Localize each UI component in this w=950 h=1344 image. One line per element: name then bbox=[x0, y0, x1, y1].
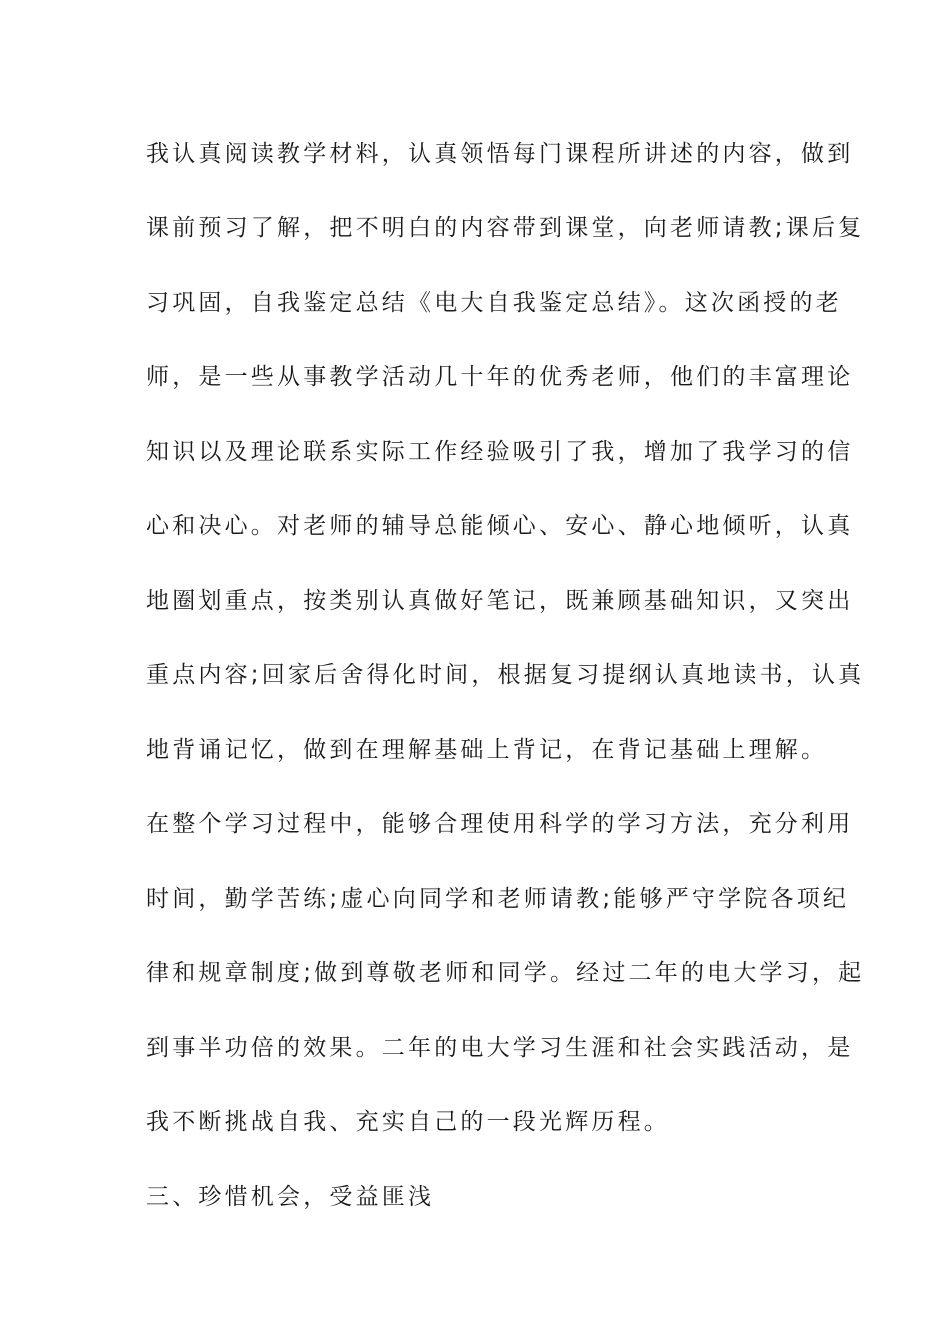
text-line-9: 地背诵记忆，做到在理解基础上背记，在背记基础上理解。 bbox=[146, 737, 828, 763]
text-line-1: 我认真阅读教学材料，认真领悟每门课程所讲述的内容，做到 bbox=[146, 141, 854, 167]
text-line-12: 律和规章制度;做到尊敬老师和同学。经过二年的电大学习，起 bbox=[146, 960, 865, 986]
text-line-8: 重点内容;回家后舍得化时间，根据复习提纲认真地读书，认真 bbox=[146, 662, 865, 688]
text-line-2: 课前预习了解，把不明白的内容带到课堂，向老师请教;课后复 bbox=[146, 215, 865, 241]
text-line-7: 地圈划重点，按类别认真做好笔记，既兼顾基础知识，又突出 bbox=[146, 588, 854, 614]
text-line-14: 我不断挑战自我、充实自己的一段光辉历程。 bbox=[146, 1109, 670, 1135]
text-line-11: 时间，勤学苦练;虚心向同学和老师请教;能够严守学院各项纪 bbox=[146, 886, 850, 912]
text-line-5: 知识以及理论联系实际工作经验吸引了我，增加了我学习的信 bbox=[146, 439, 854, 465]
text-line-6: 心和决心。对老师的辅导总能倾心、安心、静心地倾听，认真 bbox=[146, 513, 854, 539]
section-heading: 三、珍惜机会，受益匪浅 bbox=[146, 1184, 435, 1210]
text-line-4: 师，是一些从事教学活动几十年的优秀老师，他们的丰富理论 bbox=[146, 364, 854, 390]
text-line-3: 习巩固，自我鉴定总结《电大自我鉴定总结》。这次函授的老 bbox=[146, 290, 842, 316]
text-line-10: 在整个学习过程中，能够合理使用科学的学习方法，充分利用 bbox=[146, 811, 854, 837]
text-line-13: 到事半功倍的效果。二年的电大学习生涯和社会实践活动，是 bbox=[146, 1035, 854, 1061]
